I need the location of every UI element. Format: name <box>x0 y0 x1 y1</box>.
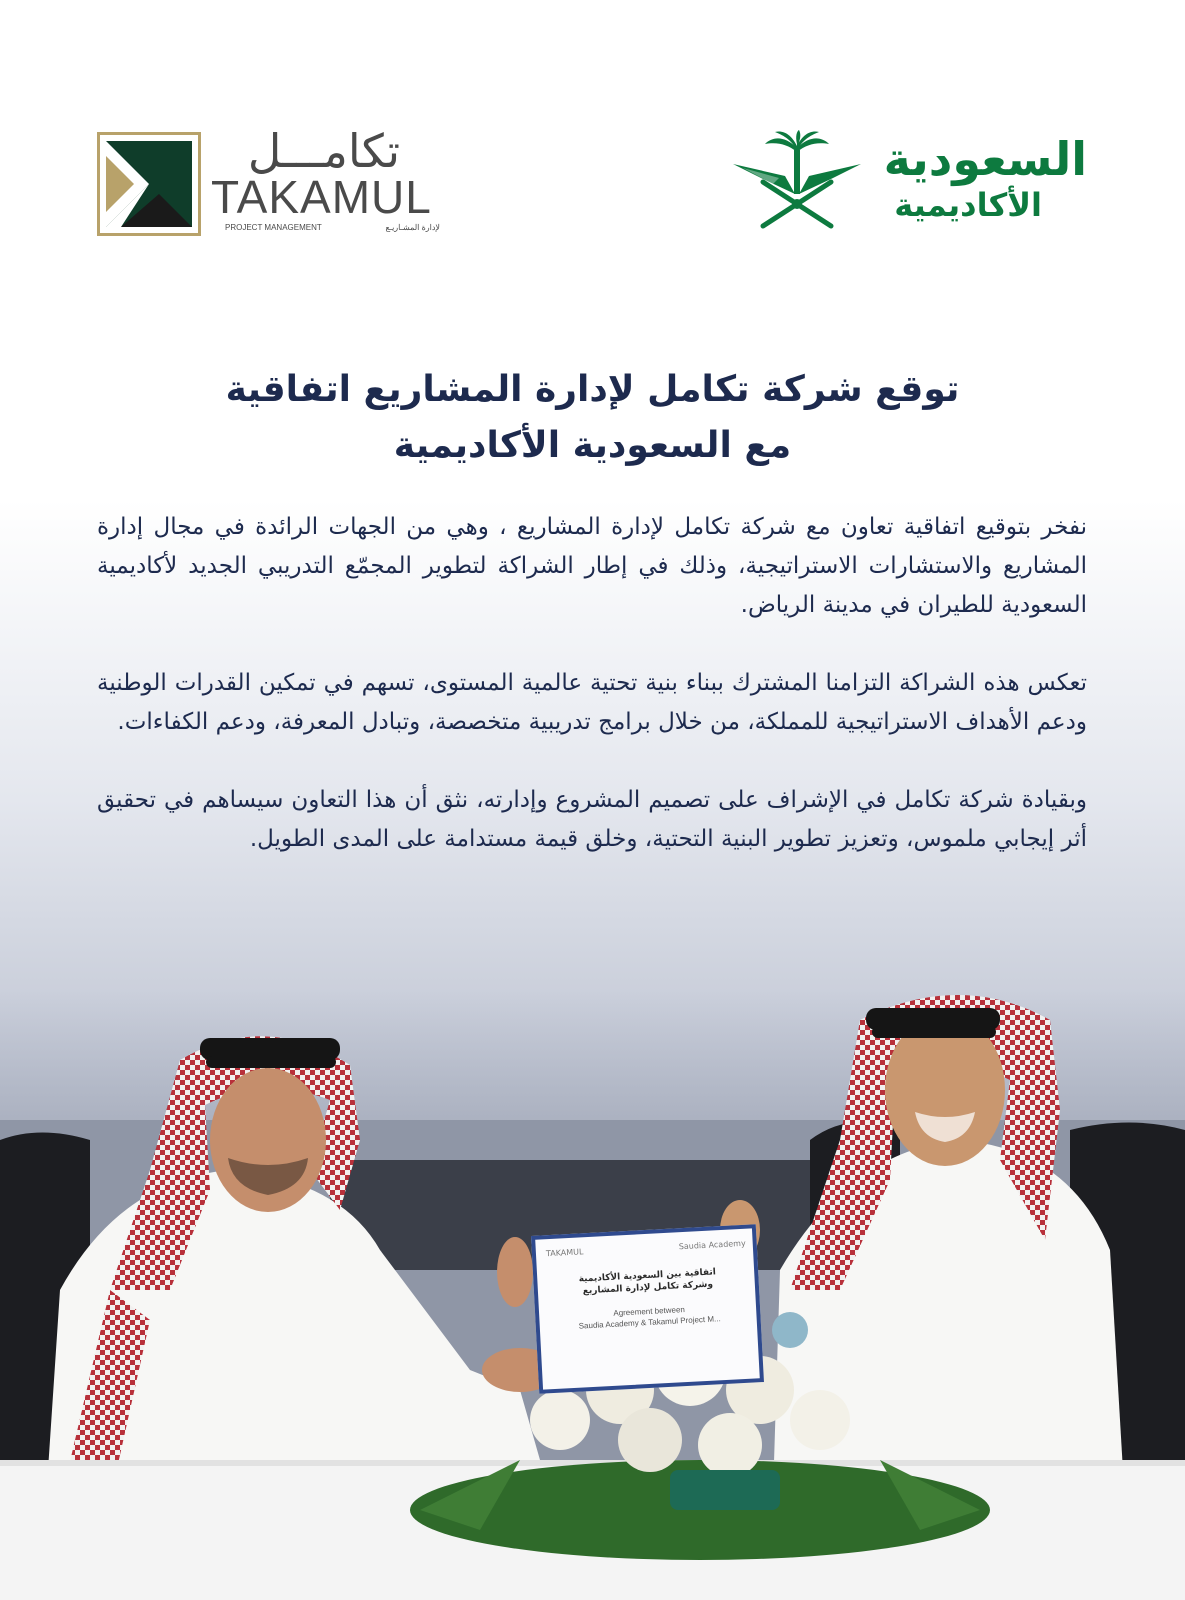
takamul-subtitle-en: PROJECT MANAGEMENT <box>225 223 322 232</box>
saudia-arabic-line1: السعودية <box>883 132 1087 186</box>
takamul-subtitle-ar: لإدارة المشـاريـع <box>385 223 440 232</box>
article-body <box>97 508 1087 898</box>
takamul-subtitle <box>225 223 440 232</box>
paragraph-1: نفخر بتوقيع اتفاقية تعاون مع شركة تكامل لإدارة المشاريع ، وهي من الجهات الرائدة في مجال إدارة المشاريع والاستشارات الاستراتيجية، وذلك في إطار الشراكة لتطوير المجمّع التدريبي الجديد لأكاديمية السعودية للطيران في مدينة الرياض. <box>97 514 1087 618</box>
certificate-english-line1: Agreement between <box>613 1305 686 1318</box>
certificate-logo-saudia: Saudia Academy <box>678 1238 746 1252</box>
certificate-arabic-title <box>547 1265 748 1299</box>
paragraph-3: وبقيادة شركة تكامل في الإشراف على تصميم المشروع وإدارته، نثق أن هذا التعاون سيساهم في تحقيق أثر إيجابي ملموس، وتعزيز تطوير البنية التحتية، وخلق قيمة مستدامة على المدى الطويل. <box>97 787 1087 852</box>
certificate-english-title <box>549 1301 750 1333</box>
certificate-arabic-line1: اتفاقية بين السعودية الأكاديمية <box>578 1267 717 1285</box>
certificate-arabic-line2: وشركة تكامل لإدارة المشاريع <box>582 1279 714 1297</box>
page-title <box>200 362 985 474</box>
takamul-english-wordmark: TAKAMUL <box>211 171 432 223</box>
saudia-academy-logo <box>733 130 1088 240</box>
signing-ceremony-photo <box>0 990 1185 1600</box>
saudia-arabic-line2: الأكاديمية <box>894 186 1042 224</box>
palm-swords-wings-icon <box>733 130 861 230</box>
page-title-line1: توقع شركة تكامل لإدارة المشاريع اتفاقية <box>225 369 960 410</box>
agreement-certificate <box>531 1224 764 1394</box>
certificate-logos <box>546 1239 747 1267</box>
takamul-logo <box>97 124 442 240</box>
certificate-logo-takamul: TAKAMUL <box>545 1247 584 1259</box>
page-title-line2: مع السعودية الأكاديمية <box>393 425 792 466</box>
takamul-arabic-wordmark: تكامـــل <box>247 124 401 178</box>
paragraph-2: تعكس هذه الشراكة التزامنا المشترك ببناء بنية تحتية عالمية المستوى، تسهم في تمكين القدرات الوطنية ودعم الأهداف الاستراتيجية للمملكة، من خلال برامج تدريبية متخصصة، وتبادل المعرفة، ودعم الكفاءات. <box>97 670 1087 735</box>
certificate-english-line2: Saudia Academy & Takamul Project M... <box>578 1314 721 1331</box>
takamul-mark-icon <box>97 132 201 236</box>
